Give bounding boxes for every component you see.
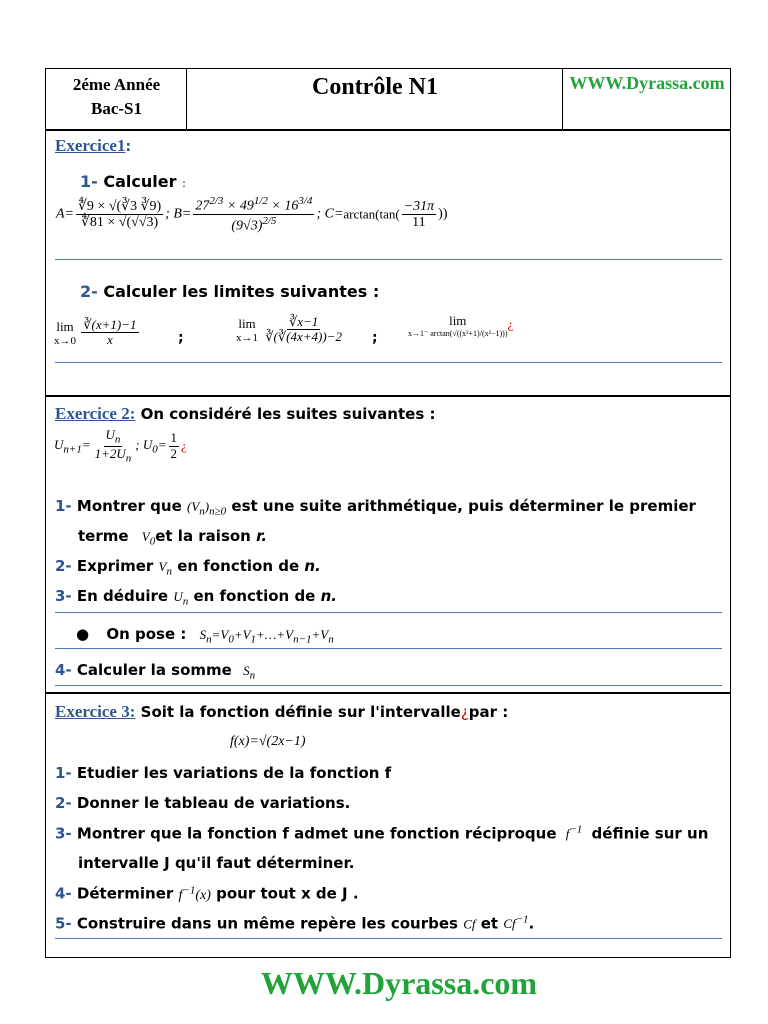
ex3-q4-num: 4- bbox=[55, 884, 72, 903]
ex2-q3-num: 3- bbox=[55, 587, 72, 605]
ex3-q3-a: Montrer que la fonction f admet une fonction réciproque bbox=[76, 824, 557, 843]
level-line1: 2éme Année bbox=[72, 75, 161, 94]
ex3-q4: 4- Déterminer $f^{-1}(x)$ pour tout x de J . bbox=[55, 884, 359, 903]
exercise2-intro: On considéré les suites suivantes : bbox=[140, 405, 436, 423]
exercise2-title bbox=[55, 404, 435, 424]
divider bbox=[55, 259, 722, 260]
title-cell bbox=[187, 69, 563, 129]
level-line2: Bac-S1 bbox=[91, 99, 142, 118]
ex2-q1-a: Montrer que bbox=[76, 497, 182, 515]
ex3-q1-num: 1- bbox=[55, 764, 72, 782]
ex2-q1-line2: terme $V_0et$ la raison r. bbox=[78, 527, 268, 548]
ex2-q2-a: Exprimer bbox=[76, 557, 154, 575]
exercise3-title: Exercice 3: Soit la fonction définie sur l'intervalle¿par : bbox=[55, 702, 509, 721]
ex2-bullet-text: On pose : bbox=[106, 625, 187, 643]
divider bbox=[55, 938, 722, 939]
ex2-q1-d: et la raison bbox=[155, 527, 251, 545]
ex2-q3-n: n. bbox=[320, 587, 337, 605]
level-cell bbox=[46, 69, 187, 129]
exercise1-title bbox=[55, 136, 131, 156]
ex3-q2-num: 2- bbox=[55, 794, 72, 812]
divider bbox=[55, 648, 722, 649]
ex2-q4-text: Calculer la somme bbox=[76, 661, 232, 679]
ex2-q3: 3- En déduire $U_n$ en fonction de n. bbox=[55, 587, 337, 608]
divider bbox=[55, 362, 722, 363]
exercise3-intro-b: par : bbox=[468, 703, 509, 721]
ex3-q3: 3- Montrer que la fonction f admet une fonction réciproque $f^{-1}$ définie sur un bbox=[55, 824, 709, 843]
ex3-q2 bbox=[55, 794, 350, 812]
ex3-q3-b: définie sur un bbox=[591, 824, 709, 843]
header-site: WWW.Dyrassa.com bbox=[569, 73, 725, 93]
limit-2: lim x→1 $\frac{∛x-1}{∛(∛(4x+4))-2}$ bbox=[236, 314, 342, 345]
exercise3-intro-a: Soit la fonction définie sur l'intervalle bbox=[140, 703, 461, 721]
ex3-q4-a: Déterminer bbox=[76, 884, 174, 903]
ex2-q1-c: terme bbox=[78, 527, 129, 545]
limit-3: lim x→1⁻ arctan(√((x²+1)/(x²−1))) ¿ bbox=[408, 313, 514, 338]
header-table bbox=[45, 68, 731, 130]
page-title: Contrôle N1 bbox=[312, 74, 438, 100]
function-definition: f(x)=√(2x−1) bbox=[230, 734, 306, 749]
ex2-q4: 4- Calculer la somme $S_n$ bbox=[55, 661, 256, 682]
exercise1-section bbox=[45, 130, 731, 396]
divider bbox=[55, 685, 722, 686]
ex2-q1-num: 1- bbox=[55, 497, 72, 515]
bullet-icon: ● bbox=[76, 625, 90, 643]
exercise1-title-colon: : bbox=[125, 139, 132, 155]
semicolon: ; bbox=[178, 330, 184, 346]
ex3-q4-b: pour tout x de J . bbox=[216, 884, 359, 903]
ex3-q1 bbox=[55, 764, 391, 782]
ex3-q3-c: intervalle J qu'il faut déterminer. bbox=[78, 854, 355, 872]
sequence-definition: $U_{n+1}=$ $\frac{U_n}{1+2U_n}$ ; $U_0=$ $\frac{1}{2}$ ¿ bbox=[54, 427, 187, 465]
exercise2-title-text: Exercice 2: bbox=[55, 404, 136, 423]
ex2-q2-num: 2- bbox=[55, 557, 72, 575]
ex3-q3-num: 3- bbox=[55, 824, 72, 843]
ex2-q4-num: 4- bbox=[55, 661, 72, 679]
formula-abc: A= $\frac{∜9 \times √(∛3 ∛9)}{∜81 \times √(√√3)}$ ; B= $\frac{27^{2/3} \times 49^{1/2} \times 16^{3/4}}{(9√3)^{2/5}}$ ; C=arctan(tan( $\frac{-31\pi}{11}$ )) bbox=[56, 195, 448, 234]
ex3-q1-text: Etudier les variations de la fonction f bbox=[76, 764, 392, 782]
ex1-q1 bbox=[80, 172, 186, 191]
ex2-q3-b: en fonction de bbox=[193, 587, 316, 605]
ex3-q5-a: Construire dans un même repère les courbes bbox=[76, 914, 458, 933]
ex1-q1-text: Calculer bbox=[103, 172, 177, 191]
ex3-q5-end: . bbox=[528, 914, 535, 933]
ex1-q2 bbox=[80, 282, 379, 301]
exercise3-title-text: Exercice 3: bbox=[55, 702, 136, 721]
ex3-q5-num: 5- bbox=[55, 914, 72, 933]
ex3-q5-b: et bbox=[480, 914, 499, 933]
ex2-bullet: ● On pose : $S_n=V_0+V_1+\dots+V_{n-1}+V_n$ bbox=[76, 625, 334, 646]
ex2-q3-a: En déduire bbox=[76, 587, 169, 605]
ex2-q2: 2- Exprimer $V_n$ en fonction de n. bbox=[55, 557, 321, 578]
ex2-q1: 1- Montrer que $(V_n)_{n\ge 0}$ est une suite arithmétique, puis déterminer le premier bbox=[55, 497, 696, 518]
ex1-q1-colon: : bbox=[182, 177, 186, 190]
ex2-q1-b: est une suite arithmétique, puis déterminer le premier bbox=[231, 497, 696, 515]
ex1-q2-text: Calculer les limites suivantes : bbox=[103, 282, 380, 301]
ex1-q2-num: 2- bbox=[80, 282, 98, 301]
ex2-q2-b: en fonction de bbox=[177, 557, 300, 575]
divider bbox=[55, 612, 722, 613]
limit-1: lim x→0 $\frac{∛(x+1)-1}{x}$ bbox=[54, 317, 137, 348]
semicolon: ; bbox=[372, 330, 378, 346]
exercise1-title-text: Exercice1 bbox=[55, 136, 126, 155]
footer-site: WWW.Dyrassa.com bbox=[260, 965, 538, 1001]
ex2-q2-n: n. bbox=[304, 557, 321, 575]
ex1-q1-num: 1- bbox=[80, 172, 98, 191]
ex3-q3-line2 bbox=[78, 854, 354, 872]
ex3-q5: 5- Construire dans un même repère les courbes Cf et $Cf^{-1}$. bbox=[55, 914, 535, 933]
ex2-q1-r: r. bbox=[256, 527, 268, 545]
ex3-q2-text: Donner le tableau de variations. bbox=[76, 794, 351, 812]
